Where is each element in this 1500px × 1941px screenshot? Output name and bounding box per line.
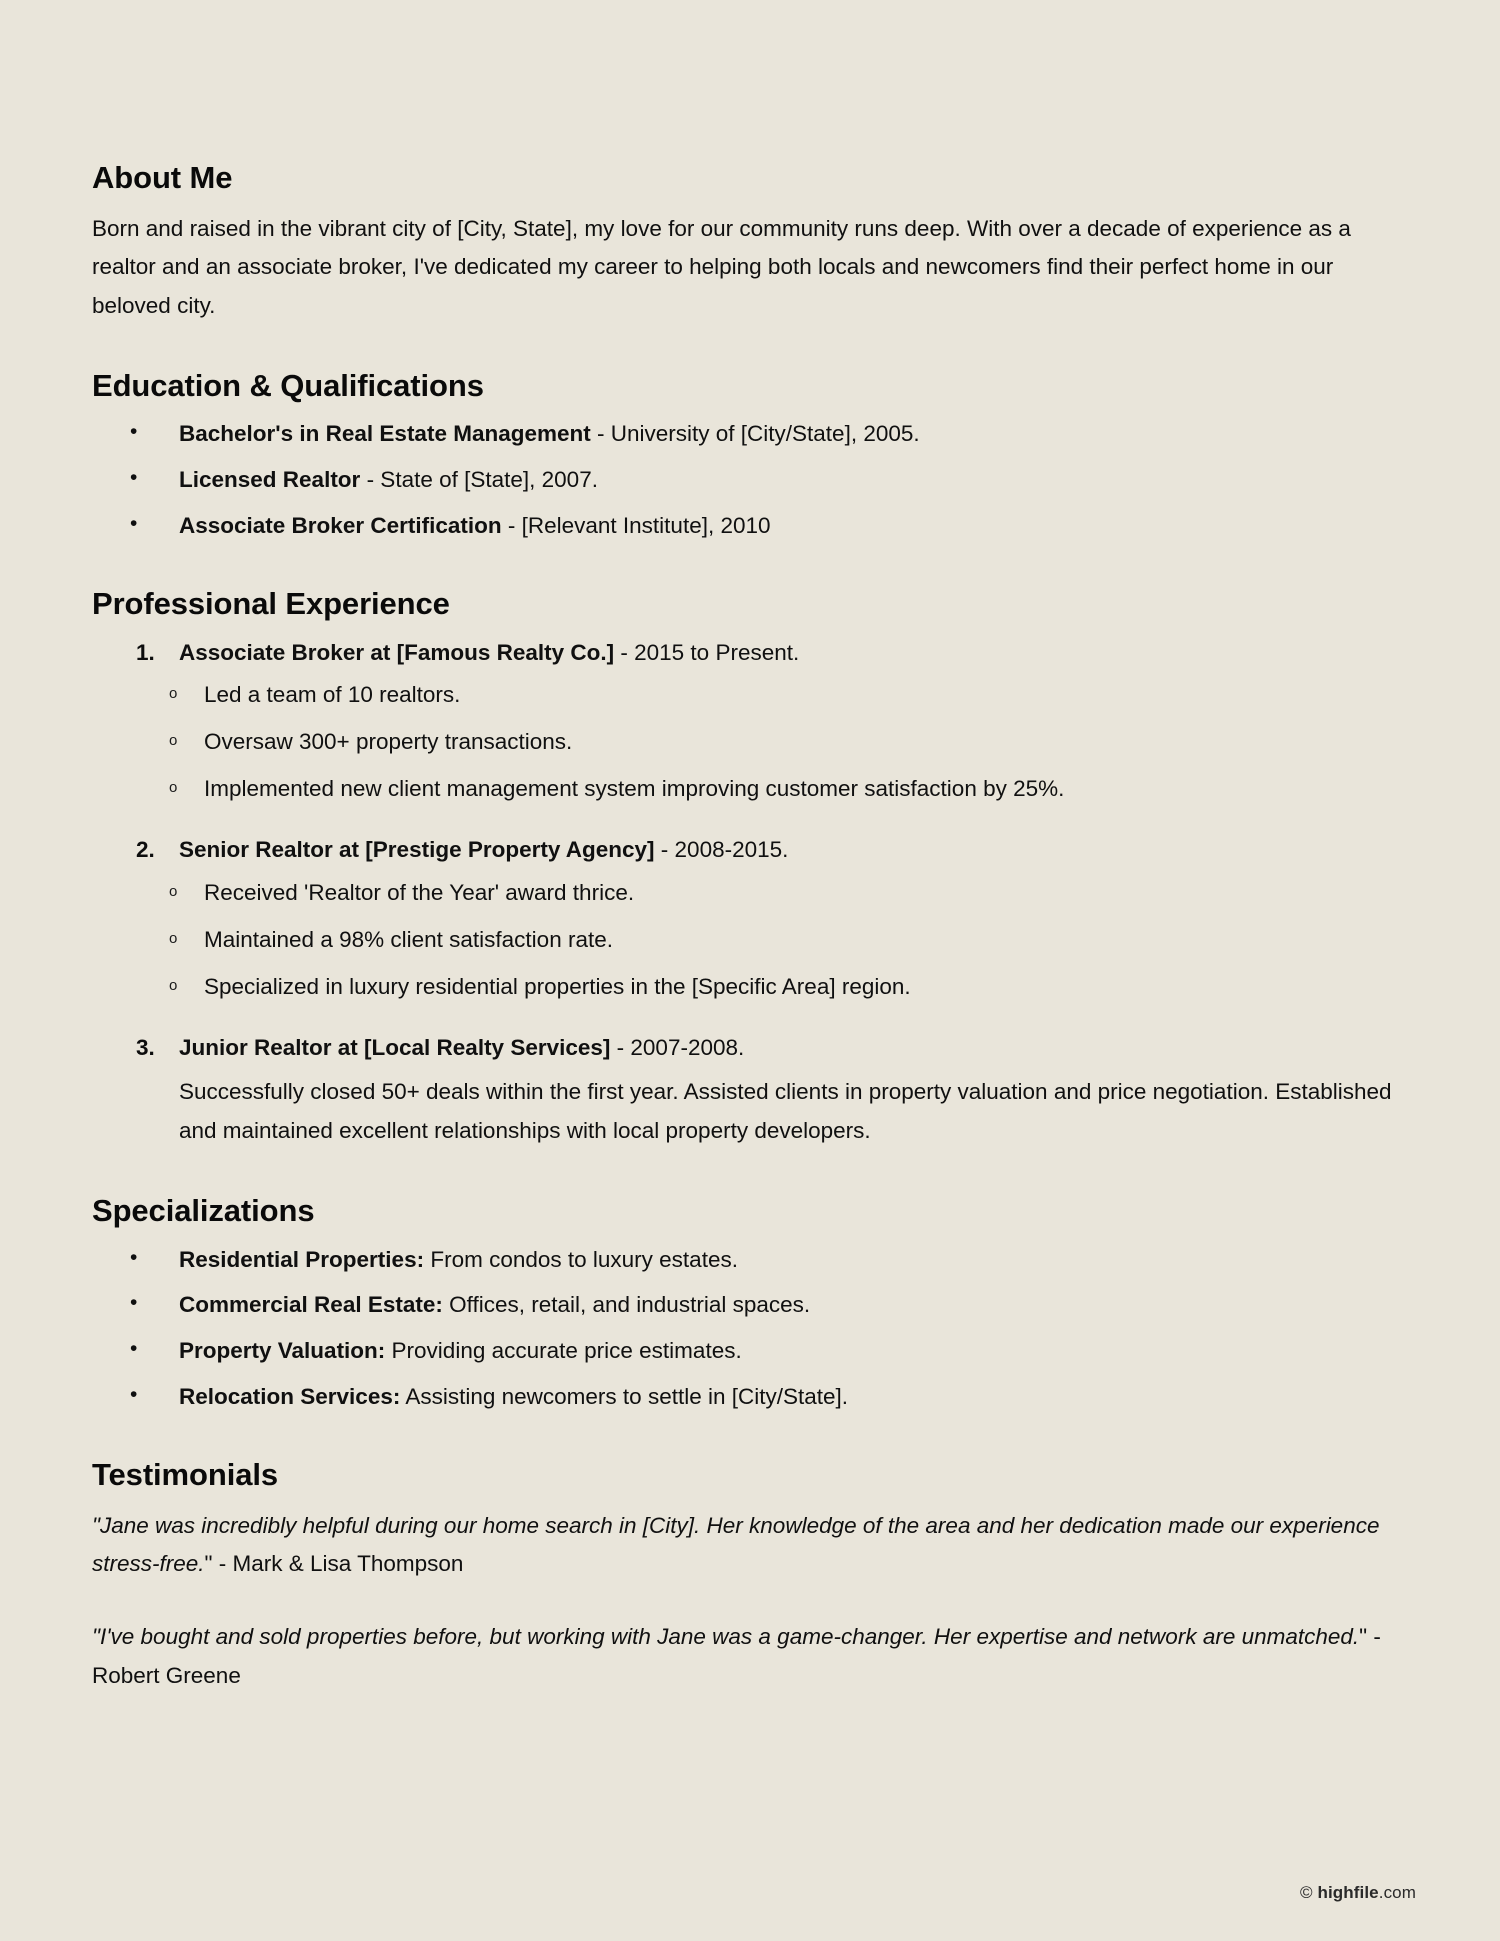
education-list	[92, 417, 1402, 544]
specialization-label: Commercial Real Estate:	[179, 1292, 443, 1318]
experience-entry-paragraph: Successfully closed 50+ deals within the first year. Assisted clients in property valuation and price negotiation. Established and maintained excellent relationships with local property developers.	[179, 1079, 1392, 1144]
testimonial	[92, 1507, 1402, 1584]
list-item	[92, 1380, 1402, 1415]
brand-name: highfile	[1317, 1883, 1379, 1902]
footer-watermark	[1300, 1883, 1416, 1903]
testimonial-attribution: " - Robert Greene	[92, 1624, 1381, 1688]
document-content	[92, 160, 1402, 1737]
brand-domain: .com	[1378, 1883, 1416, 1902]
specialization-label: Residential Properties:	[179, 1246, 425, 1272]
section-about-me	[92, 160, 1402, 326]
testimonials-heading: Testimonials	[92, 1457, 278, 1492]
list-item	[92, 463, 1402, 498]
testimonial-attribution: " - Mark & Lisa Thompson	[204, 1551, 464, 1577]
experience-entry	[92, 1031, 1402, 1066]
specialization-label: Property Valuation:	[179, 1338, 386, 1364]
education-item-label: Bachelor's in Real Estate Management	[179, 421, 591, 447]
experience-sublist	[92, 678, 1402, 807]
list-item: o Received 'Realtor of the Year' award thrice.	[92, 876, 1402, 911]
experience-entry-header	[179, 636, 1402, 671]
experience-entry-header	[179, 833, 1402, 868]
education-item-label: Associate Broker Certification	[179, 513, 502, 539]
specialization-detail: Providing accurate price estimates.	[385, 1338, 742, 1364]
copyright-symbol: ©	[1300, 1883, 1318, 1902]
section-testimonials	[92, 1457, 1402, 1695]
list-item	[92, 509, 1402, 544]
section-education	[92, 368, 1402, 544]
experience-entry-title: Senior Realtor at [Prestige Property Agency]	[179, 837, 655, 863]
education-item-detail: - [Relevant Institute], 2010	[501, 513, 771, 539]
specialization-detail: Assisting newcomers to settle in [City/State].	[400, 1384, 849, 1410]
list-item	[92, 417, 1402, 452]
specialization-label: Relocation Services:	[179, 1384, 401, 1410]
list-item: o Maintained a 98% client satisfaction rate.	[92, 923, 1402, 958]
experience-entry-title: Junior Realtor at [Local Realty Services]	[179, 1034, 611, 1060]
experience-heading: Professional Experience	[92, 585, 450, 621]
experience-entry-dates: - 2008-2015.	[654, 837, 789, 863]
experience-entry	[92, 636, 1402, 671]
list-item	[92, 1243, 1402, 1278]
education-item-detail: - University of [City/State], 2005.	[590, 421, 920, 447]
specializations-heading: Specializations	[92, 1192, 315, 1228]
testimonial	[92, 1618, 1402, 1695]
experience-entry-title: Associate Broker at [Famous Realty Co.]	[179, 639, 615, 665]
experience-entry	[92, 833, 1402, 868]
specialization-detail: Offices, retail, and industrial spaces.	[442, 1292, 811, 1318]
specialization-detail: From condos to luxury estates.	[424, 1246, 738, 1272]
education-heading: Education & Qualifications	[92, 367, 484, 403]
list-item: o Oversaw 300+ property transactions.	[92, 725, 1402, 760]
experience-list	[92, 636, 1402, 1151]
about-me-paragraph: Born and raised in the vibrant city of [City, State], my love for our community runs deep. With over a decade of experience as a realtor and an associate broker, I've dedicated my career to helping both locals and newcomers find their perfect home in our beloved city.	[92, 215, 1351, 319]
education-item-detail: - State of [State], 2007.	[360, 467, 598, 493]
section-specializations	[92, 1193, 1402, 1415]
section-professional-experience	[92, 586, 1402, 1151]
about-me-heading: About Me	[92, 160, 233, 195]
list-item: o Specialized in luxury residential properties in the [Specific Area] region.	[92, 970, 1402, 1005]
experience-sublist	[92, 876, 1402, 1005]
education-item-label: Licensed Realtor	[179, 467, 361, 493]
list-item	[92, 1334, 1402, 1369]
testimonial-quote: "Jane was incredibly helpful during our home search in [City]. Her knowledge of the area and her dedication made our experience stress-free.	[92, 1512, 1380, 1577]
experience-entry-dates: - 2015 to Present.	[614, 639, 800, 665]
specializations-list	[92, 1243, 1402, 1416]
list-item	[92, 1288, 1402, 1323]
experience-entry-header	[179, 1031, 1402, 1066]
list-item: o Led a team of 10 realtors.	[92, 678, 1402, 713]
list-item: o Implemented new client management system improving customer satisfaction by 25%.	[92, 772, 1402, 807]
testimonial-quote: "I've bought and sold properties before, but working with Jane was a game-changer. Her expertise and network are unmatched.	[92, 1624, 1360, 1650]
experience-entry-dates: - 2007-2008.	[610, 1034, 745, 1060]
